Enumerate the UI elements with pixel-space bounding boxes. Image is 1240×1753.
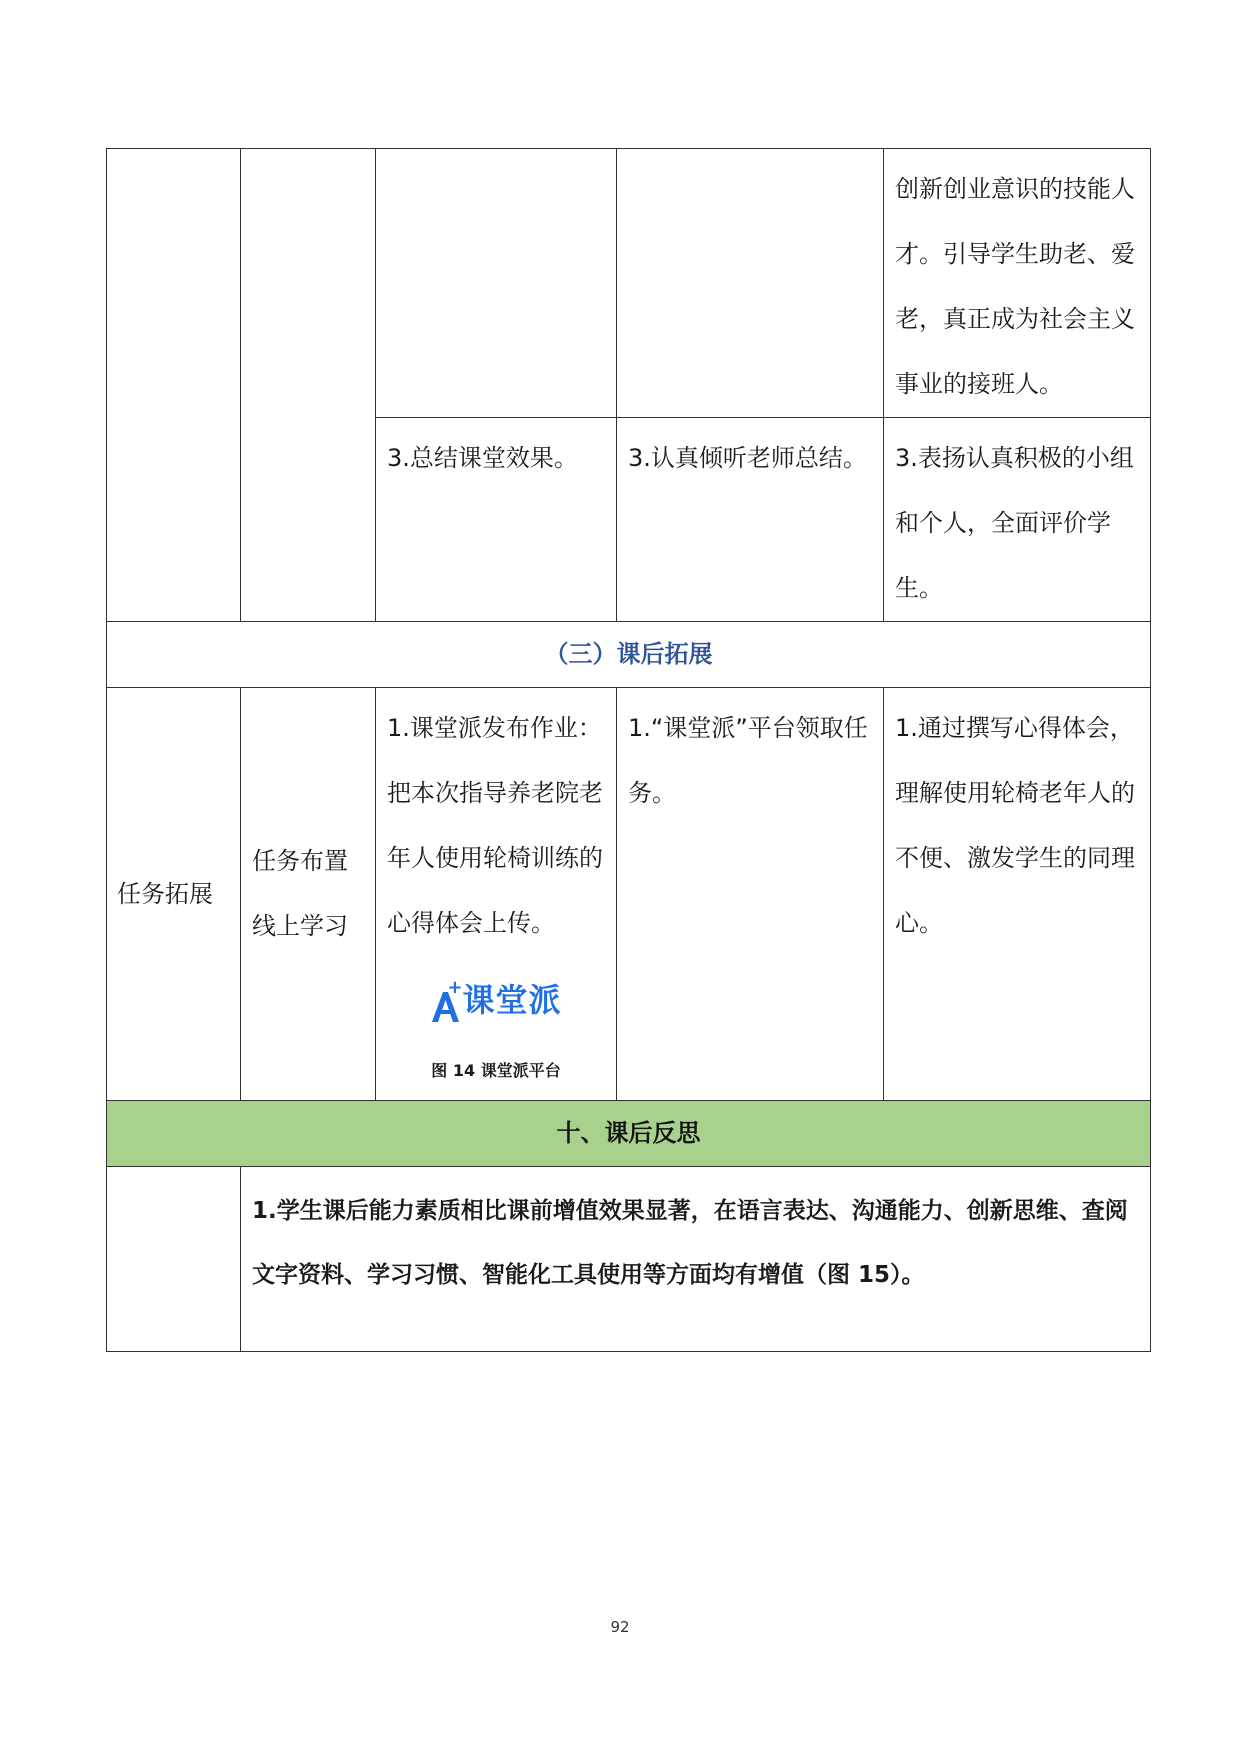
section-title: （三）课后拓展 bbox=[107, 622, 1151, 688]
table-cell bbox=[617, 688, 884, 1101]
student-activity: 1.“课堂派”平台领取任务。 bbox=[628, 714, 868, 807]
teacher-activity: 1.课堂派发布作业：把本次指导养老院老年人使用轮椅训练的心得体会上传。 bbox=[387, 714, 603, 937]
table-cell bbox=[884, 418, 1151, 622]
table-cell bbox=[107, 1167, 241, 1352]
table-row bbox=[107, 1167, 1151, 1352]
table-cell bbox=[241, 688, 376, 1101]
table-cell bbox=[376, 149, 617, 418]
table-cell bbox=[376, 688, 617, 1101]
section-header-row bbox=[107, 622, 1151, 688]
table-cell bbox=[884, 149, 1151, 418]
reflection-title: 十、课后反思 bbox=[107, 1101, 1151, 1167]
table-cell bbox=[241, 1167, 1151, 1352]
table-cell bbox=[884, 688, 1151, 1101]
reflection-header-row bbox=[107, 1101, 1151, 1167]
table-cell bbox=[376, 418, 617, 622]
table-row bbox=[107, 149, 1151, 418]
table-cell bbox=[617, 149, 884, 418]
table-cell bbox=[107, 688, 241, 1101]
ketangpai-logo bbox=[376, 966, 616, 1034]
goal-text: 创新创业意识的技能人才。引导学生助老、爱老，真正成为社会主义事业的接班人。 bbox=[895, 175, 1135, 398]
table-row bbox=[107, 688, 1151, 1101]
design-intent: 1.通过撰写心得体会，理解使用轮椅老年人的不便、激发学生的同理心。 bbox=[895, 714, 1135, 937]
figure-caption: 图 14 课堂派平台 bbox=[431, 1061, 561, 1080]
table-cell bbox=[241, 149, 376, 622]
lesson-plan-table bbox=[106, 148, 1151, 1352]
table-cell bbox=[107, 149, 241, 622]
page-number: 92 bbox=[610, 1618, 630, 1636]
design-intent: 3.表扬认真积极的小组和个人，全面评价学生。 bbox=[895, 444, 1134, 602]
stage-label: 任务拓展 bbox=[117, 879, 213, 908]
a-plus-logo-icon: + bbox=[430, 983, 460, 1017]
table-cell bbox=[617, 418, 884, 622]
student-activity: 3.认真倾听老师总结。 bbox=[628, 444, 867, 472]
reflection-text: 1.学生课后能力素质相比课前增值效果显著，在语言表达、沟通能力、创新思维、查阅文字资料、学习习惯、智能化工具使用等方面均有增值（图 15）。 bbox=[252, 1198, 1128, 1288]
task-label: 任务布置线上学习 bbox=[252, 847, 348, 940]
logo-text: 课堂派 bbox=[462, 981, 562, 1019]
teacher-activity: 3.总结课堂效果。 bbox=[387, 444, 578, 472]
